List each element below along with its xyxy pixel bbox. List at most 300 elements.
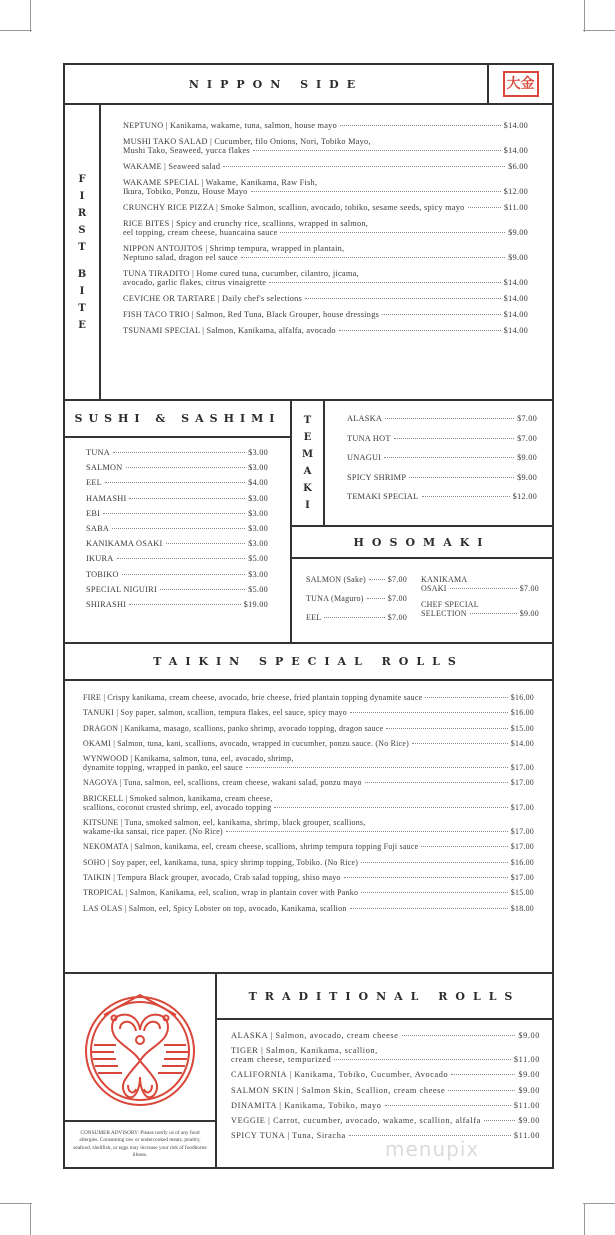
dot-leader	[129, 498, 245, 499]
menu-item-text: KANIKAMA	[421, 575, 468, 584]
menu-item-price: $3.00	[248, 448, 268, 457]
menu-item-line	[86, 509, 268, 518]
first-bite-label	[63, 103, 101, 401]
dot-leader	[223, 166, 505, 167]
crop-mark	[584, 0, 585, 32]
menu-item-text: SPECIAL NIGUIRI	[86, 584, 157, 594]
vertical-label-letter: T	[78, 302, 86, 314]
menu-item-price: $7.00	[387, 594, 407, 603]
menu-item-price: $14.00	[503, 310, 528, 319]
dot-leader	[422, 496, 510, 497]
vertical-label-letter: S	[78, 224, 86, 236]
menu-item-price: $9.00	[518, 1085, 540, 1095]
menu-item	[123, 121, 528, 130]
menu-item-line	[123, 137, 528, 146]
menu-item-line	[123, 244, 528, 253]
menu-item-line	[306, 613, 407, 622]
dot-leader	[394, 438, 514, 439]
menu-item-text: TSUNAMI SPECIAL | Salmon, Kanikama, alfalfa, avocado	[123, 326, 336, 335]
dot-leader	[340, 125, 501, 126]
vertical-label-letter: E	[303, 432, 312, 443]
menu-item-text: NEKOMATA | Salmon, kanikama, eel, cream cheese, scallions, shrimp tempura topping Fuji sauce	[83, 842, 419, 852]
menu-item	[86, 524, 268, 533]
hosomaki-list-right	[421, 575, 539, 618]
page-title: NIPPON SIDE	[188, 77, 364, 91]
menu-item-text: TEMAKI SPECIAL	[347, 492, 419, 501]
dot-leader	[117, 558, 246, 559]
menu-item-line	[231, 1055, 540, 1064]
menu-item-line	[86, 539, 268, 548]
menu-item-line	[83, 794, 534, 803]
dot-leader	[226, 831, 508, 832]
dot-leader	[384, 457, 514, 458]
menu-item-line	[231, 1116, 540, 1125]
menu-item	[123, 326, 528, 335]
menu-item	[123, 178, 528, 196]
menu-item	[83, 739, 534, 748]
menu-item	[83, 818, 534, 836]
menu-item	[83, 754, 534, 772]
dot-leader	[113, 452, 245, 453]
menu-item-text: TUNA TIRADITO | Home cured tuna, cucumber, cilantro, jicama,	[123, 269, 359, 278]
menu-item-price: $7.00	[387, 613, 407, 622]
vertical-label-letter: B	[77, 268, 87, 280]
menu-item-price: $16.00	[510, 693, 534, 702]
menu-item-price: $9.00	[508, 228, 528, 237]
dot-leader	[129, 604, 240, 605]
menu-item-text-continued: SELECTION	[421, 609, 467, 618]
menu-item-line	[347, 414, 537, 423]
menu-item-line	[83, 842, 534, 851]
menu-item-price: $14.00	[503, 294, 528, 303]
sushi-list	[86, 448, 268, 609]
menu-item	[86, 600, 268, 609]
menu-item-price: $18.00	[510, 903, 534, 913]
menu-item	[86, 494, 268, 503]
menu-item-price: $9.00	[517, 472, 537, 482]
menu-item-line	[83, 708, 534, 717]
kanji-logo: 大金	[503, 71, 539, 97]
traditional-rolls-title: TRADITIONAL ROLLS	[248, 989, 521, 1003]
vertical-label-letter: I	[79, 285, 85, 297]
menu-item-text: BRICKELL | Smoked salmon, kanikama, cream cheese,	[83, 793, 273, 803]
menu-item-price: $17.00	[510, 872, 534, 882]
menu-item	[86, 478, 268, 487]
menu-item-text: SALMON	[86, 463, 123, 473]
menu-item-text: TUNA (Maguro)	[306, 594, 364, 603]
menu-item-line	[421, 584, 539, 593]
menu-item	[83, 904, 534, 913]
menu-item-line	[83, 904, 534, 913]
vertical-label-letter: E	[78, 319, 86, 331]
dot-leader	[382, 314, 501, 315]
dot-leader	[421, 846, 507, 847]
menu-item-line	[123, 187, 528, 196]
menu-item-text: EBI	[86, 508, 101, 518]
dot-leader	[484, 1120, 515, 1121]
menu-item-price: $4.00	[248, 478, 268, 488]
menu-item-line	[421, 600, 539, 609]
menu-item-line	[86, 463, 268, 472]
menu-item-price: $9.00	[508, 253, 528, 262]
menu-item	[83, 858, 534, 867]
menu-item	[123, 310, 528, 319]
temaki-list	[347, 414, 537, 501]
menu-item-price: $7.00	[517, 414, 537, 423]
menu-item-text: EEL	[306, 613, 322, 622]
menu-item-line	[86, 448, 268, 457]
menu-item-text: CRUNCHY RICE PIZZA | Smoke Salmon, scallion, avocado, tobiko, sesame seeds, spicy mayo	[123, 203, 465, 212]
menu-item-text: SALMON SKIN | Salmon Skin, Scallion, cream cheese	[231, 1085, 446, 1095]
menu-item-text-continued: dynamite topping, wrapped in panko, eel sauce	[83, 763, 243, 773]
menu-item-line	[231, 1070, 540, 1079]
dot-leader	[385, 1105, 511, 1106]
dot-leader	[251, 191, 501, 192]
menu-item-text-continued: eel topping, cream cheese, huancaina sauce	[123, 228, 278, 237]
dot-leader	[412, 743, 508, 744]
temaki-label	[290, 399, 325, 527]
menu-item-text: WAKAME SPECIAL | Wakame, Kanikama, Raw Fish,	[123, 178, 318, 187]
vertical-label-letter: F	[78, 173, 86, 185]
menu-item-text: NAGOYA | Tuna, salmon, eel, scallions, cream cheese, wakani salad, ponzu mayo	[83, 778, 362, 788]
crop-mark	[30, 1203, 31, 1235]
menu-item-price: $14.00	[503, 278, 528, 287]
menu-item-line	[306, 575, 407, 584]
dot-leader	[361, 862, 508, 863]
menu-item-line	[86, 600, 268, 609]
menu-item-price: $9.00	[518, 1031, 540, 1040]
dot-leader	[103, 513, 245, 514]
dot-leader	[350, 712, 508, 713]
menu-item-text: TROPICAL | Salmon, Kanikama, eel, scalion, wrap in plantain cover with Panko	[83, 888, 359, 898]
menu-item-price: $11.00	[503, 203, 528, 212]
menu-item	[83, 794, 534, 812]
menu-item-line	[231, 1086, 540, 1095]
menu-item-price: $11.00	[513, 1100, 540, 1110]
menu-item-text: FIRE | Crispy kanikama, cream cheese, avocado, brie cheese, fried plantain topping dynamite sauce	[83, 693, 423, 702]
menu-item	[347, 473, 537, 482]
vertical-label-letter: A	[303, 466, 312, 477]
dot-leader	[246, 767, 508, 768]
menu-item	[86, 448, 268, 457]
crop-mark	[583, 1203, 615, 1204]
menu-item-price: $16.00	[510, 708, 534, 718]
menu-item-line	[123, 294, 528, 303]
menu-item	[306, 613, 407, 622]
menu-item	[86, 585, 268, 594]
crop-mark	[0, 1203, 32, 1204]
dot-leader	[448, 1090, 515, 1091]
menu-item-text: ALASKA	[347, 414, 383, 423]
vertical-label-letter: R	[77, 207, 87, 219]
menu-item-line	[231, 1046, 540, 1055]
menu-item-price: $12.00	[503, 187, 528, 196]
menu-item-text: UNAGUI	[347, 453, 382, 462]
menu-item	[86, 463, 268, 472]
menu-item-price: $3.00	[248, 493, 268, 503]
menu-item-text: OKAMI | Salmon, tuna, kani, scallions, avocado, wrapped in cucumber, ponzu sauce. (No Rice)	[83, 738, 409, 748]
menu-item-text: DRAGON | Kanikama, masago, scallions, panko shrimp, avocado topping, dragon sauce	[83, 723, 384, 733]
vertical-label-letter: T	[303, 415, 312, 426]
menu-item-text-continued: Neptuno salad, dragon eel sauce	[123, 253, 238, 262]
menu-item-price: $17.00	[510, 778, 534, 788]
menu-item-text: TIGER | Salmon, Kanikama, scallion,	[231, 1046, 378, 1056]
dot-leader	[339, 330, 501, 331]
menu-item-line	[347, 492, 537, 501]
menu-item-text: NEPTUNO | Kanikama, wakame, tuna, salmon, house mayo	[123, 121, 337, 130]
dot-leader	[361, 892, 508, 893]
menu-item-text: EEL	[86, 478, 102, 488]
menu-item-line	[123, 228, 528, 237]
dot-leader	[369, 579, 385, 580]
menu-item-text: SHIRASHI	[86, 599, 127, 609]
logo-cell	[487, 63, 554, 105]
menu-item-text: DINAMITA | Kanikama, Tobiko, mayo	[231, 1100, 382, 1110]
menu-item	[347, 453, 537, 462]
dot-leader	[386, 728, 507, 729]
menu-item-text: TUNA	[86, 448, 111, 457]
menu-item-text: VEGGIE | Carrot, cucumber, avocado, wakame, scallion, alfalfa	[231, 1115, 481, 1125]
menu-item-line	[123, 121, 528, 130]
dot-leader	[468, 207, 501, 208]
special-rolls-list	[83, 693, 534, 913]
dot-leader	[344, 877, 508, 878]
menu-item-text-continued: Ikura, Tobiko, Ponzu, House Mayo	[123, 187, 248, 196]
dot-leader	[122, 574, 245, 575]
menu-item-text: LAS OLAS | Salmon, eel, Spicy Lobster on top, avocado, Kanikama, scallion	[83, 903, 347, 913]
vertical-label-letter: I	[79, 190, 85, 202]
traditional-rolls-list	[231, 1031, 540, 1140]
menu-item-line	[123, 269, 528, 278]
dot-leader	[350, 908, 508, 909]
dot-leader	[105, 482, 245, 483]
dot-leader	[402, 1035, 516, 1036]
menu-item	[231, 1116, 540, 1125]
menu-item	[306, 575, 407, 584]
menu-item	[123, 162, 528, 171]
special-rolls-header	[63, 642, 554, 681]
menu-item-line	[86, 494, 268, 503]
menu-item-price: $7.00	[519, 584, 539, 593]
taikin-emblem-icon	[78, 985, 202, 1109]
menu-item-text: TANUKI | Soy paper, salmon, scallion, tempura flakes, eel sauce, spicy mayo	[83, 708, 347, 718]
dot-leader	[160, 589, 245, 590]
menu-item-text: SPICY TUNA | Tuna, Siracha	[231, 1131, 346, 1141]
menu-item-line	[86, 554, 268, 563]
menu-item-line	[83, 778, 534, 787]
menu-item-line	[86, 524, 268, 533]
crop-mark	[0, 30, 32, 31]
menu-item-line	[231, 1031, 540, 1040]
menu-item-line	[83, 873, 534, 882]
watermark: menupix	[385, 1137, 480, 1161]
menu-item	[347, 414, 537, 423]
dot-leader	[280, 232, 505, 233]
consumer-advisory: CONSUMER ADVISORY: Please notify us of any food allergies. Consuming raw or undercooked meats, poultry, seafood, shellfish, or eggs may increase your risk of foodborne illness.	[73, 1129, 207, 1158]
menu-item-price: $7.00	[517, 433, 537, 443]
dot-leader	[112, 528, 245, 529]
menu-item	[83, 724, 534, 733]
first-bite-list	[123, 121, 528, 335]
dot-leader	[367, 598, 385, 599]
menu-item	[123, 203, 528, 212]
menu-item-text: MUSHI TAKO SALAD | Cucumber, filo Onions, Nori, Tobiko Mayo,	[123, 137, 371, 146]
dot-leader	[385, 418, 514, 419]
menu-item-price: $3.00	[248, 539, 268, 549]
menu-item-line	[347, 434, 537, 443]
menu-item-price: $19.00	[243, 599, 268, 609]
menu-item-line	[83, 827, 534, 836]
menu-item-price: $15.00	[510, 888, 534, 898]
hosomaki-header	[290, 525, 554, 559]
menu-item-text: WYNWOOD | Kanikama, salmon, tuna, eel, avocado, shrimp,	[83, 754, 294, 764]
menu-item-line	[83, 803, 534, 812]
menu-item-line	[231, 1101, 540, 1110]
menu-item-price: $17.00	[510, 802, 534, 812]
menu-item-price: $11.00	[513, 1055, 540, 1065]
menu-item-line	[86, 478, 268, 487]
menu-item-price: $9.00	[518, 1115, 540, 1125]
logo-emblem-cell	[63, 972, 217, 1122]
menu-item-line	[83, 739, 534, 748]
dot-leader	[324, 617, 384, 618]
menu-item-price: $9.00	[519, 609, 539, 618]
dot-leader	[305, 298, 501, 299]
menu-item	[86, 570, 268, 579]
menu-item	[83, 693, 534, 702]
menu-item-text-continued: OSAKI	[421, 584, 447, 593]
menu-item-text: FISH TACO TRIO | Salmon, Red Tuna, Black Grouper, house dressings	[123, 310, 380, 319]
menu-item-line	[421, 575, 539, 584]
menu-item	[347, 492, 537, 501]
menu-item-line	[83, 818, 534, 827]
sushi-header	[63, 399, 292, 438]
menu-item-line	[123, 219, 528, 228]
menu-item	[347, 434, 537, 443]
menu-item	[123, 269, 528, 287]
menu-item-line	[83, 724, 534, 733]
menu-item-price: $14.00	[510, 738, 534, 748]
menu-item-text: IKURA	[86, 554, 114, 564]
dot-leader	[451, 1074, 515, 1075]
menu-item-price: $3.00	[248, 463, 268, 473]
menu-item-line	[83, 858, 534, 867]
menu-item-text: WAKAME | Seaweed salad	[123, 162, 221, 171]
menu-item	[86, 554, 268, 563]
menu-item-price: $16.00	[510, 857, 534, 867]
menu-item-line	[347, 453, 537, 462]
menu-item-text: CHEF SPECIAL	[421, 600, 479, 609]
menu-item-line	[86, 570, 268, 579]
dot-leader	[409, 477, 514, 478]
menu-item-line	[123, 146, 528, 155]
menu-item	[231, 1070, 540, 1079]
menu-item-line	[123, 253, 528, 262]
menu-item	[306, 594, 407, 603]
special-rolls-title: TAIKIN SPECIAL ROLLS	[153, 655, 464, 668]
menu-item-line	[123, 278, 528, 287]
menu-item-text: TAIKIN | Tempura Black grouper, avocado, Crab salad topping, shiso mayo	[83, 872, 341, 882]
menu-item	[86, 539, 268, 548]
menu-item-line	[123, 310, 528, 319]
menu-item-text: TOBIKO	[86, 569, 119, 579]
hosomaki-title: HOSOMAKI	[353, 535, 491, 549]
menu-item	[123, 294, 528, 303]
menu-item	[421, 600, 539, 618]
menu-item-line	[306, 594, 407, 603]
menu-item-text-continued: Mushi Tako, Seaweed, yucca flakes	[123, 146, 250, 155]
vertical-label-letter: T	[78, 241, 86, 253]
menu-item-line	[83, 888, 534, 897]
menu-item-text: SPICY SHRIMP	[347, 472, 407, 482]
menu-item	[123, 219, 528, 237]
menu-item-price: $9.00	[517, 453, 537, 462]
menu-item-price: $12.00	[512, 492, 537, 501]
menu-item-text: KANIKAMA OSAKI	[86, 539, 163, 549]
menu-item	[231, 1046, 540, 1064]
nippon-side-header	[63, 63, 489, 105]
hosomaki-list-left	[306, 575, 407, 622]
menu-item-line	[123, 203, 528, 212]
menu-item-price: $9.00	[518, 1070, 540, 1080]
menu-item-text: SALMON (Sake)	[306, 575, 366, 584]
menu-item-text-continued: avocado, garlic flakes, citrus vinaigrette	[123, 278, 267, 287]
menu-item-line	[83, 754, 534, 763]
dot-leader	[365, 782, 508, 783]
menu-item-line	[83, 763, 534, 772]
menu-item-text-continued: wakame-ika sansai, rice paper. (No Rice)	[83, 827, 223, 837]
dot-leader	[269, 282, 500, 283]
menu-item-line	[123, 162, 528, 171]
menu-item-text-continued: scallions, coconut crusted shrimp, eel, avocado topping	[83, 802, 272, 812]
menu-item	[83, 873, 534, 882]
menu-item-price: $15.00	[510, 723, 534, 733]
menu-item-text: SABA	[86, 523, 110, 533]
menu-item-text: CEVICHE OR TARTARE | Daily chef's selections	[123, 294, 303, 303]
menu-item-text: KITSUNE | Tuna, smoked salmon, eel, kanikama, shrimp, black grouper, scallions,	[83, 818, 366, 828]
menu-item-price: $3.00	[248, 569, 268, 579]
menu-item-price: $5.00	[248, 554, 268, 564]
sushi-title: SUSHI & SASHIMI	[74, 412, 281, 425]
menu-item-line	[83, 693, 534, 702]
menu-item-text: SOHO | Soy paper, eel, kanikama, tuna, spicy shrimp topping, Tobiko. (No Rice)	[83, 857, 359, 867]
menu-item-price: $17.00	[510, 842, 534, 852]
traditional-rolls-header	[215, 972, 554, 1020]
menu-item-text: CALIFORNIA | Kanikama, Tobiko, Cucumber, Avocado	[231, 1070, 449, 1080]
menu-item	[123, 137, 528, 155]
menu-item-text: NIPPON ANTOJITOS | Shrimp tempura, wrapped in plantain,	[123, 244, 345, 253]
vertical-label-letter: I	[305, 500, 310, 511]
crop-mark	[583, 30, 615, 31]
menu-item	[86, 509, 268, 518]
menu-item-price: $6.00	[508, 162, 528, 171]
menu-item-price: $3.00	[248, 523, 268, 533]
menu-item-line	[123, 326, 528, 335]
menu-item-price: $14.00	[503, 146, 528, 155]
menu-item	[83, 778, 534, 787]
menu-item	[123, 244, 528, 262]
menu-item-line	[347, 473, 537, 482]
menu-item-price: $5.00	[248, 584, 268, 594]
crop-mark	[584, 1203, 585, 1235]
menu-item-price: $17.00	[510, 827, 534, 837]
dot-leader	[166, 543, 246, 544]
menu-item	[83, 842, 534, 851]
consumer-advisory-cell	[63, 1120, 217, 1169]
menu-item	[421, 575, 539, 593]
menu-item	[83, 888, 534, 897]
dot-leader	[274, 807, 507, 808]
